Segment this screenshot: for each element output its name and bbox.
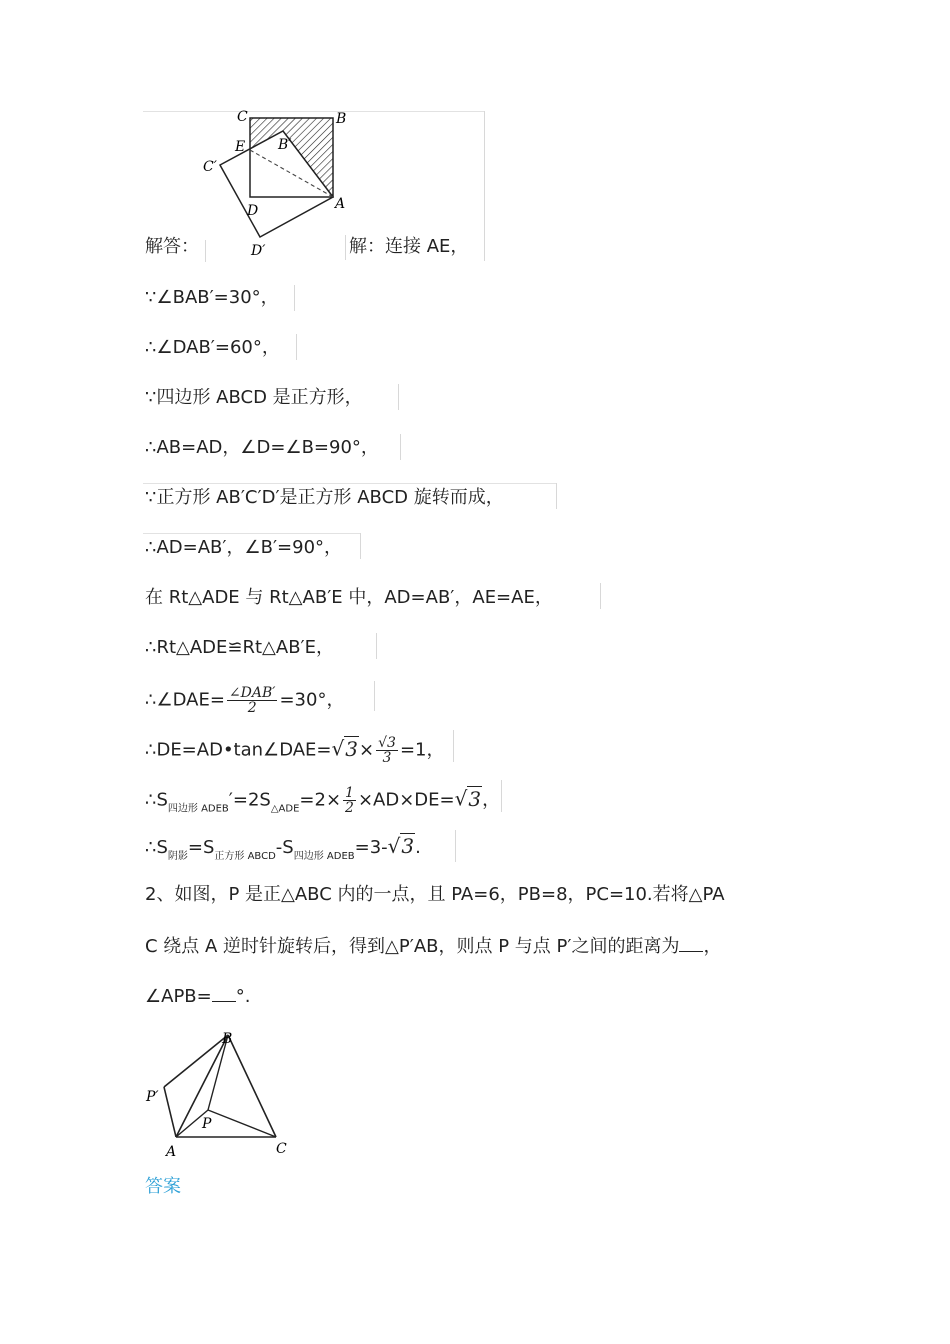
crop-edge xyxy=(296,334,297,360)
fraction-numerator: 1 xyxy=(345,785,354,801)
sqrt: √3 xyxy=(331,736,358,761)
label-a: A xyxy=(166,1144,177,1160)
label-a: A xyxy=(335,196,346,212)
problem-text: 2、如图，P 是正△ABC 内的一点，且 PA=6，PB=8，PC=10.若将△PA xyxy=(145,884,725,905)
solution-text: =3- xyxy=(354,837,388,858)
crop-edge xyxy=(398,384,399,410)
crop-edge xyxy=(143,533,361,534)
radicand: 3 xyxy=(468,786,482,811)
solution-text: ∴Rt△ADE≌Rt△AB′E， xyxy=(145,637,335,658)
label-b: B xyxy=(336,111,347,127)
fraction xyxy=(376,736,398,765)
fraction-denominator: 2 xyxy=(247,700,257,716)
problem-2-line-3 xyxy=(145,983,250,1009)
crop-edge xyxy=(453,730,454,762)
subscript: 四边形 ADEB xyxy=(293,851,355,862)
solution-text: =30°， xyxy=(279,689,345,711)
label-e: E xyxy=(235,139,246,155)
solution-text: ∴∠DAE= xyxy=(145,689,225,711)
label-p-prime: P′ xyxy=(146,1089,159,1105)
solution-intro xyxy=(349,235,468,259)
solution-text: ∵∠BAB′=30°， xyxy=(145,287,279,308)
crop-edge xyxy=(501,780,502,812)
solution-line-9 xyxy=(145,686,344,715)
problem-text: °. xyxy=(235,986,251,1007)
radicand: 3 xyxy=(387,735,396,751)
solution-line-4 xyxy=(145,436,379,460)
solution-text: 在 Rt△ADE 与 Rt△AB′E 中，AD=AB′，AE=AE， xyxy=(145,587,553,608)
label-b-prime: B′ xyxy=(278,137,292,153)
crop-edge xyxy=(143,483,557,484)
solution-text: ∴AB=AD，∠D=∠B=90°， xyxy=(145,437,379,458)
problem-2-line-1 xyxy=(145,883,725,907)
label-c: C xyxy=(237,109,248,125)
solution-intro-text: 解：连接 AE， xyxy=(349,236,469,257)
sqrt: √3 xyxy=(454,786,482,811)
fraction-denominator: 2 xyxy=(345,800,354,816)
solution-line-3 xyxy=(145,386,363,410)
times-sign: × xyxy=(359,739,375,761)
answer-link[interactable]: 答案 xyxy=(145,1176,181,1197)
square-rotation-figure xyxy=(195,105,355,265)
radicand: 3 xyxy=(401,834,415,858)
sqrt: √3 xyxy=(387,834,415,858)
solution-text: ∴S xyxy=(145,789,168,811)
solution-line-11 xyxy=(145,786,500,822)
solution-text: ∴S xyxy=(145,837,168,858)
solution-label: 解答： xyxy=(145,236,199,257)
fraction xyxy=(227,686,278,715)
solution-text: -S xyxy=(275,837,294,858)
crop-edge xyxy=(400,434,401,460)
solution-line-1 xyxy=(145,286,279,310)
label-c: C xyxy=(276,1141,287,1157)
solution-text: ∴∠DAB′=60°， xyxy=(145,337,280,358)
radicand: 3 xyxy=(345,736,358,761)
solution-line-5 xyxy=(145,486,504,510)
solution-text: ， xyxy=(482,789,501,811)
label-c-prime: C′ xyxy=(203,159,217,175)
label-b: B xyxy=(222,1031,233,1047)
label-d: D xyxy=(247,203,259,219)
fraction xyxy=(343,786,356,815)
triangle-rotation-figure xyxy=(140,1025,300,1160)
solution-text: =2× xyxy=(299,789,342,811)
crop-edge xyxy=(600,583,601,609)
solution-text: =1， xyxy=(399,739,445,761)
crop-edge xyxy=(294,285,295,311)
solution-line-2 xyxy=(145,336,280,360)
problem-text: ， xyxy=(703,936,722,957)
crop-edge xyxy=(374,681,375,711)
subscript: 正方形 ABCD xyxy=(214,851,276,862)
crop-edge xyxy=(484,111,485,261)
problem-2-line-2 xyxy=(145,933,721,959)
crop-edge xyxy=(455,830,456,862)
fraction-denominator: 3 xyxy=(382,750,392,766)
fraction-numerator: ∠DAB′ xyxy=(228,685,276,701)
problem-text: ∠APB= xyxy=(145,986,212,1007)
solution-text: ∴DE=AD•tan∠DAE= xyxy=(145,739,332,761)
solution-text: . xyxy=(415,837,421,858)
solution-text: ∵四边形 ABCD 是正方形， xyxy=(145,387,363,408)
solution-heading xyxy=(145,235,199,259)
answer-blank xyxy=(679,933,703,952)
answer-blank xyxy=(212,983,236,1002)
subscript: 阴影 xyxy=(167,851,188,862)
subscript: 四边形 ADEB xyxy=(167,803,229,815)
solution-line-10 xyxy=(145,736,444,765)
label-p: P xyxy=(202,1116,212,1132)
solution-line-6 xyxy=(145,536,342,560)
solution-text: ∵正方形 AB′C′D′是正方形 ABCD 旋转而成， xyxy=(145,487,504,508)
solution-line-8 xyxy=(145,636,334,660)
subscript: △ADE xyxy=(270,803,300,815)
solution-line-12 xyxy=(145,834,421,869)
solution-line-7 xyxy=(145,586,553,610)
solution-text: ×AD×DE= xyxy=(357,789,455,811)
solution-text: ∴AD=AB′，∠B′=90°， xyxy=(145,537,343,558)
problem-text: C 绕点 A 逆时针旋转后，得到△P′AB，则点 P 与点 P′之间的距离为 xyxy=(145,936,680,957)
label-d-prime: D′ xyxy=(251,243,266,259)
fraction-numerator: √3 xyxy=(378,735,396,751)
crop-edge xyxy=(556,483,557,509)
solution-text: =S xyxy=(187,837,215,858)
crop-edge xyxy=(376,633,377,659)
solution-text: ′=2S xyxy=(228,789,271,811)
crop-edge xyxy=(360,533,361,559)
